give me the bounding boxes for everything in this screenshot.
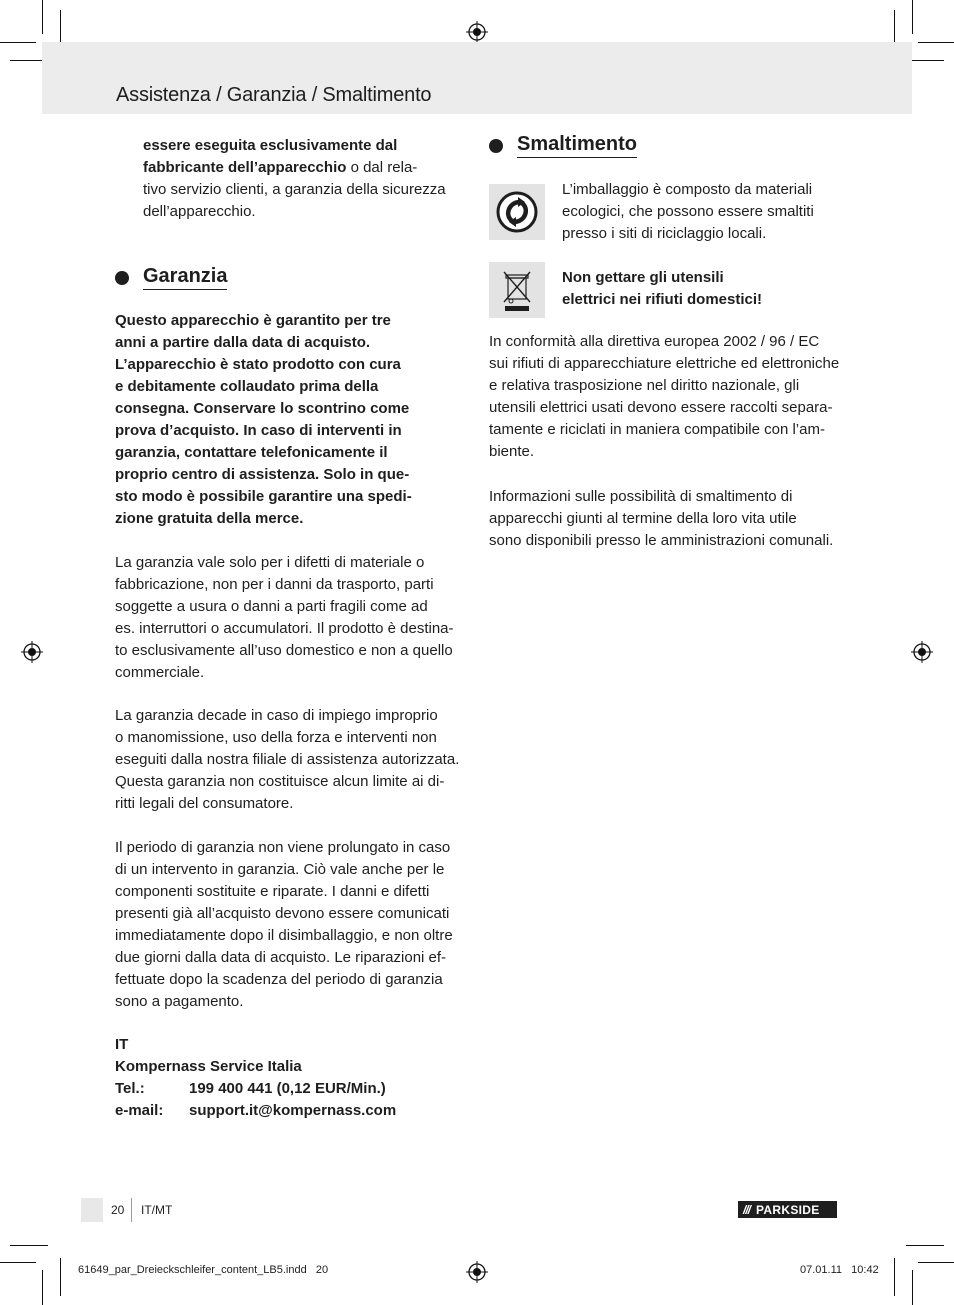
language-code: IT/MT xyxy=(141,1203,173,1217)
text-line: zione gratuita della merce. xyxy=(115,510,304,527)
text-line: due giorni dalla data di acquisto. Le riparazioni ef- xyxy=(115,949,447,966)
text-line: fabbricazione, non per i danni da trasporto, parti xyxy=(115,576,434,593)
email-label: e-mail: xyxy=(115,1102,164,1119)
text-line: Il periodo di garanzia non viene prolungato in caso xyxy=(115,839,451,856)
text-line: La garanzia vale solo per i difetti di materiale o xyxy=(115,554,425,571)
intro-line: tivo servizio clienti, a garanzia della sicurezza xyxy=(143,181,446,198)
service-contact xyxy=(115,1034,475,1122)
text-line: commerciale. xyxy=(115,664,205,681)
contact-country: IT xyxy=(115,1036,129,1053)
text-line: e debitamente collaudato prima della xyxy=(115,378,379,395)
text-line: Questo apparecchio è garantito per tre xyxy=(115,312,391,329)
garanzia-paragraph-1 xyxy=(115,552,475,684)
crop-mark xyxy=(918,1262,954,1263)
intro-line: dell’apparecchio. xyxy=(143,203,256,220)
text-line: fettuate dopo la scadenza del periodo di garanzia xyxy=(115,971,443,988)
text-line: apparecchi giunti al termine della loro vita utile xyxy=(489,510,797,527)
intro-paragraph xyxy=(143,135,473,223)
page-number: 20 xyxy=(111,1203,125,1217)
crop-mark xyxy=(42,1270,43,1305)
green-dot-recycle-icon xyxy=(489,184,545,240)
recycle-icon-box xyxy=(489,184,545,240)
registration-mark-icon xyxy=(911,641,933,663)
text-line: L’apparecchio è stato prodotto con cura xyxy=(115,356,401,373)
phone-label: Tel.: xyxy=(115,1080,145,1097)
section-title: Garanzia xyxy=(143,265,227,290)
text-line: to esclusivamente all’uso domestico e non a quello xyxy=(115,642,453,659)
weee-warning xyxy=(562,267,852,311)
contact-phone-row xyxy=(115,1078,475,1100)
email-value: support.it@kompernass.com xyxy=(189,1102,397,1119)
crop-mark xyxy=(894,1258,895,1296)
smaltimento-paragraph-1 xyxy=(489,331,849,463)
file-info: 61649_par_Dreieckschleifer_content_LB5.indd 20 xyxy=(78,1264,329,1276)
text-line: immediatamente dopo il disimballaggio, e non oltre xyxy=(115,927,453,944)
text-line: sui rifiuti di apparecchiature elettriche ed elettroniche xyxy=(489,355,840,372)
parkside-logo xyxy=(738,1201,837,1218)
text-line: Questa garanzia non costituisce alcun limite ai di- xyxy=(115,773,445,790)
crop-mark xyxy=(60,1258,61,1296)
text-line: La garanzia decade in caso di impiego improprio xyxy=(115,707,438,724)
logo-slashes: /// xyxy=(743,1202,751,1217)
garanzia-paragraph-2 xyxy=(115,705,475,815)
text-line: eseguiti dalla nostra filiale di assistenza autorizzata. xyxy=(115,751,460,768)
text-line: proprio centro di assistenza. Solo in que- xyxy=(115,466,410,483)
text-line: consegna. Conservare lo scontrino come xyxy=(115,400,410,417)
registration-mark-icon xyxy=(21,641,43,663)
text-line: garanzia, contattare telefonicamente il xyxy=(115,444,388,461)
text-line: sono a pagamento. xyxy=(115,993,244,1010)
text-line: utensili elettrici usati devono essere raccolti separa- xyxy=(489,399,833,416)
crop-mark xyxy=(912,0,913,34)
bullet-dot xyxy=(115,271,129,285)
text-line: prova d’acquisto. In caso di interventi in xyxy=(115,422,402,439)
text-line: sto modo è possibile garantire una spedi- xyxy=(115,488,412,505)
registration-mark-icon xyxy=(466,21,488,43)
text-line: tamente e riciclati in maniera compatibile con l’am- xyxy=(489,421,825,438)
text-line: ecologici, che possono essere smaltiti xyxy=(562,203,814,220)
text-line: es. interruttori o accumulatori. Il prodotto è destina- xyxy=(115,620,454,637)
text-line: e relativa trasposizione nel diritto nazionale, gli xyxy=(489,377,800,394)
crossed-out-wheelie-bin-icon xyxy=(489,262,545,318)
print-date-time: 07.01.11 10:42 xyxy=(800,1264,879,1276)
garanzia-bold-paragraph xyxy=(115,310,475,530)
contact-email-row xyxy=(115,1100,475,1122)
weee-icon-box xyxy=(489,262,545,318)
crop-mark xyxy=(42,0,43,34)
packaging-text xyxy=(562,179,852,245)
text-line: di un intervento in garanzia. Ciò vale anche per le xyxy=(115,861,445,878)
intro-text: o dal rela- xyxy=(346,159,418,176)
text-line: elettrici nei rifiuti domestici! xyxy=(562,291,763,308)
intro-bold: fabbricante dell’apparecchio xyxy=(143,159,347,176)
section-title: Smaltimento xyxy=(517,133,637,158)
garanzia-paragraph-3 xyxy=(115,837,475,1013)
crop-mark xyxy=(912,1270,913,1305)
text-line: soggette a usura o danni a parti fragili come ad xyxy=(115,598,428,615)
text-line: o manomissione, uso della forza e interventi non xyxy=(115,729,437,746)
text-line: Non gettare gli utensili xyxy=(562,269,724,286)
crop-mark xyxy=(918,42,954,43)
text-line: Informazioni sulle possibilità di smaltimento di xyxy=(489,488,793,505)
smaltimento-paragraph-2 xyxy=(489,486,849,552)
crop-mark xyxy=(0,42,36,43)
text-line: biente. xyxy=(489,443,535,460)
crop-mark xyxy=(0,1262,36,1263)
footer-divider xyxy=(131,1198,132,1222)
crop-mark xyxy=(906,1245,944,1246)
registration-mark-icon xyxy=(466,1261,488,1283)
logo-text: PARKSIDE xyxy=(756,1202,820,1217)
bullet-dot xyxy=(489,139,503,153)
text-line: presso i siti di riciclaggio locali. xyxy=(562,225,767,242)
contact-company: Kompernass Service Italia xyxy=(115,1058,302,1075)
page-number-box xyxy=(81,1198,103,1222)
text-line: componenti sostituite e riparate. I danni e difetti xyxy=(115,883,430,900)
text-line: anni a partire dalla data di acquisto. xyxy=(115,334,371,351)
garanzia-heading xyxy=(115,265,227,290)
intro-bold: essere eseguita esclusivamente dal xyxy=(143,137,398,154)
smaltimento-heading xyxy=(489,133,637,158)
text-line: sono disponibili presso le amministrazioni comunali. xyxy=(489,532,834,549)
page-title: Assistenza / Garanzia / Smaltimento xyxy=(116,84,432,106)
text-line: L’imballaggio è composto da materiali xyxy=(562,181,813,198)
crop-mark xyxy=(10,1245,48,1246)
text-line: ritti legali del consumatore. xyxy=(115,795,294,812)
text-line: presenti già all’acquisto devono essere comunicati xyxy=(115,905,450,922)
phone-value: 199 400 441 (0,12 EUR/Min.) xyxy=(189,1080,386,1097)
text-line: In conformità alla direttiva europea 2002 / 96 / EC xyxy=(489,333,820,350)
